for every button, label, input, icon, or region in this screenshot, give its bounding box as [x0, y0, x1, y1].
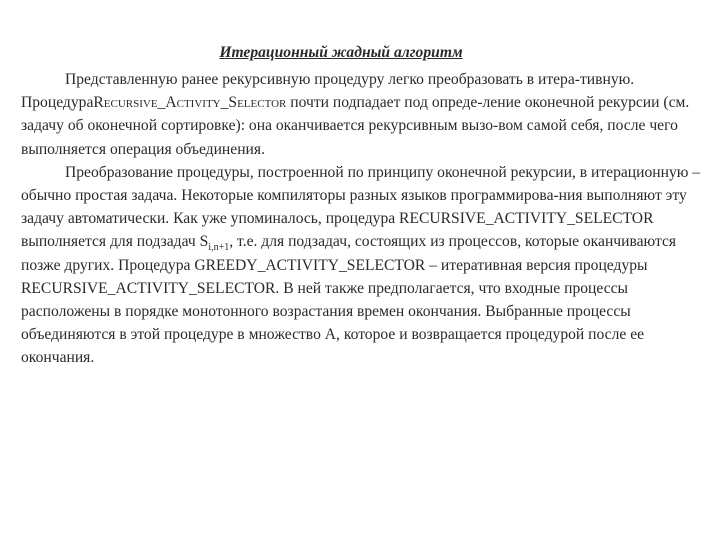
document-title: Итерационный жадный алгоритм [219, 44, 463, 61]
paragraph-2-text-end: , т.е. для подзадач, состоящих из процессов, которые оканчиваются позже других. Процедура GREEDY_ACTIVITY_SELECTOR – итеративная версия процедуры RECURSIVE_ACTIVITY_SELECTOR. В ней также предполагается, что входные процессы расположены в порядке монотонного возрастания времен окончания. Выбранные процессы объединяются в этой процедуре в множество А, которое и возвращается процедурой после ее окончания. [21, 233, 677, 367]
paragraph-1-text-end: почти подпадает под опреде-ление оконечной рекурсии (см. задачу об оконечной сортировке): она оканчивается рекурсивным вызо-вом самой себя, после чего выполняется операция объединения. [21, 94, 690, 158]
paragraph-2 [21, 161, 701, 370]
subproblem-subscript: i,n+1 [208, 242, 230, 254]
paragraph-2-text-start: Преобразование процедуры, построенной по принципу оконечной рекурсии, в итерационную – обычно простая задача. Некоторые компиляторы разных языков программирова-ния выполняют эту задачу автоматически. Как уже упоминалось, процедура RECURSIVE_ACTIVITY_SELECTOR выполняется для подзадач S [21, 163, 701, 251]
document-page [21, 42, 701, 370]
paragraph-1 [21, 68, 701, 161]
procedure-name-smallcaps: Recursive_Activity_Selector [93, 94, 287, 112]
paragraph-1-text-start: Представленную ранее рекурсивную процедуру легко преобразовать в итера-тивную. Процедура [21, 71, 635, 112]
